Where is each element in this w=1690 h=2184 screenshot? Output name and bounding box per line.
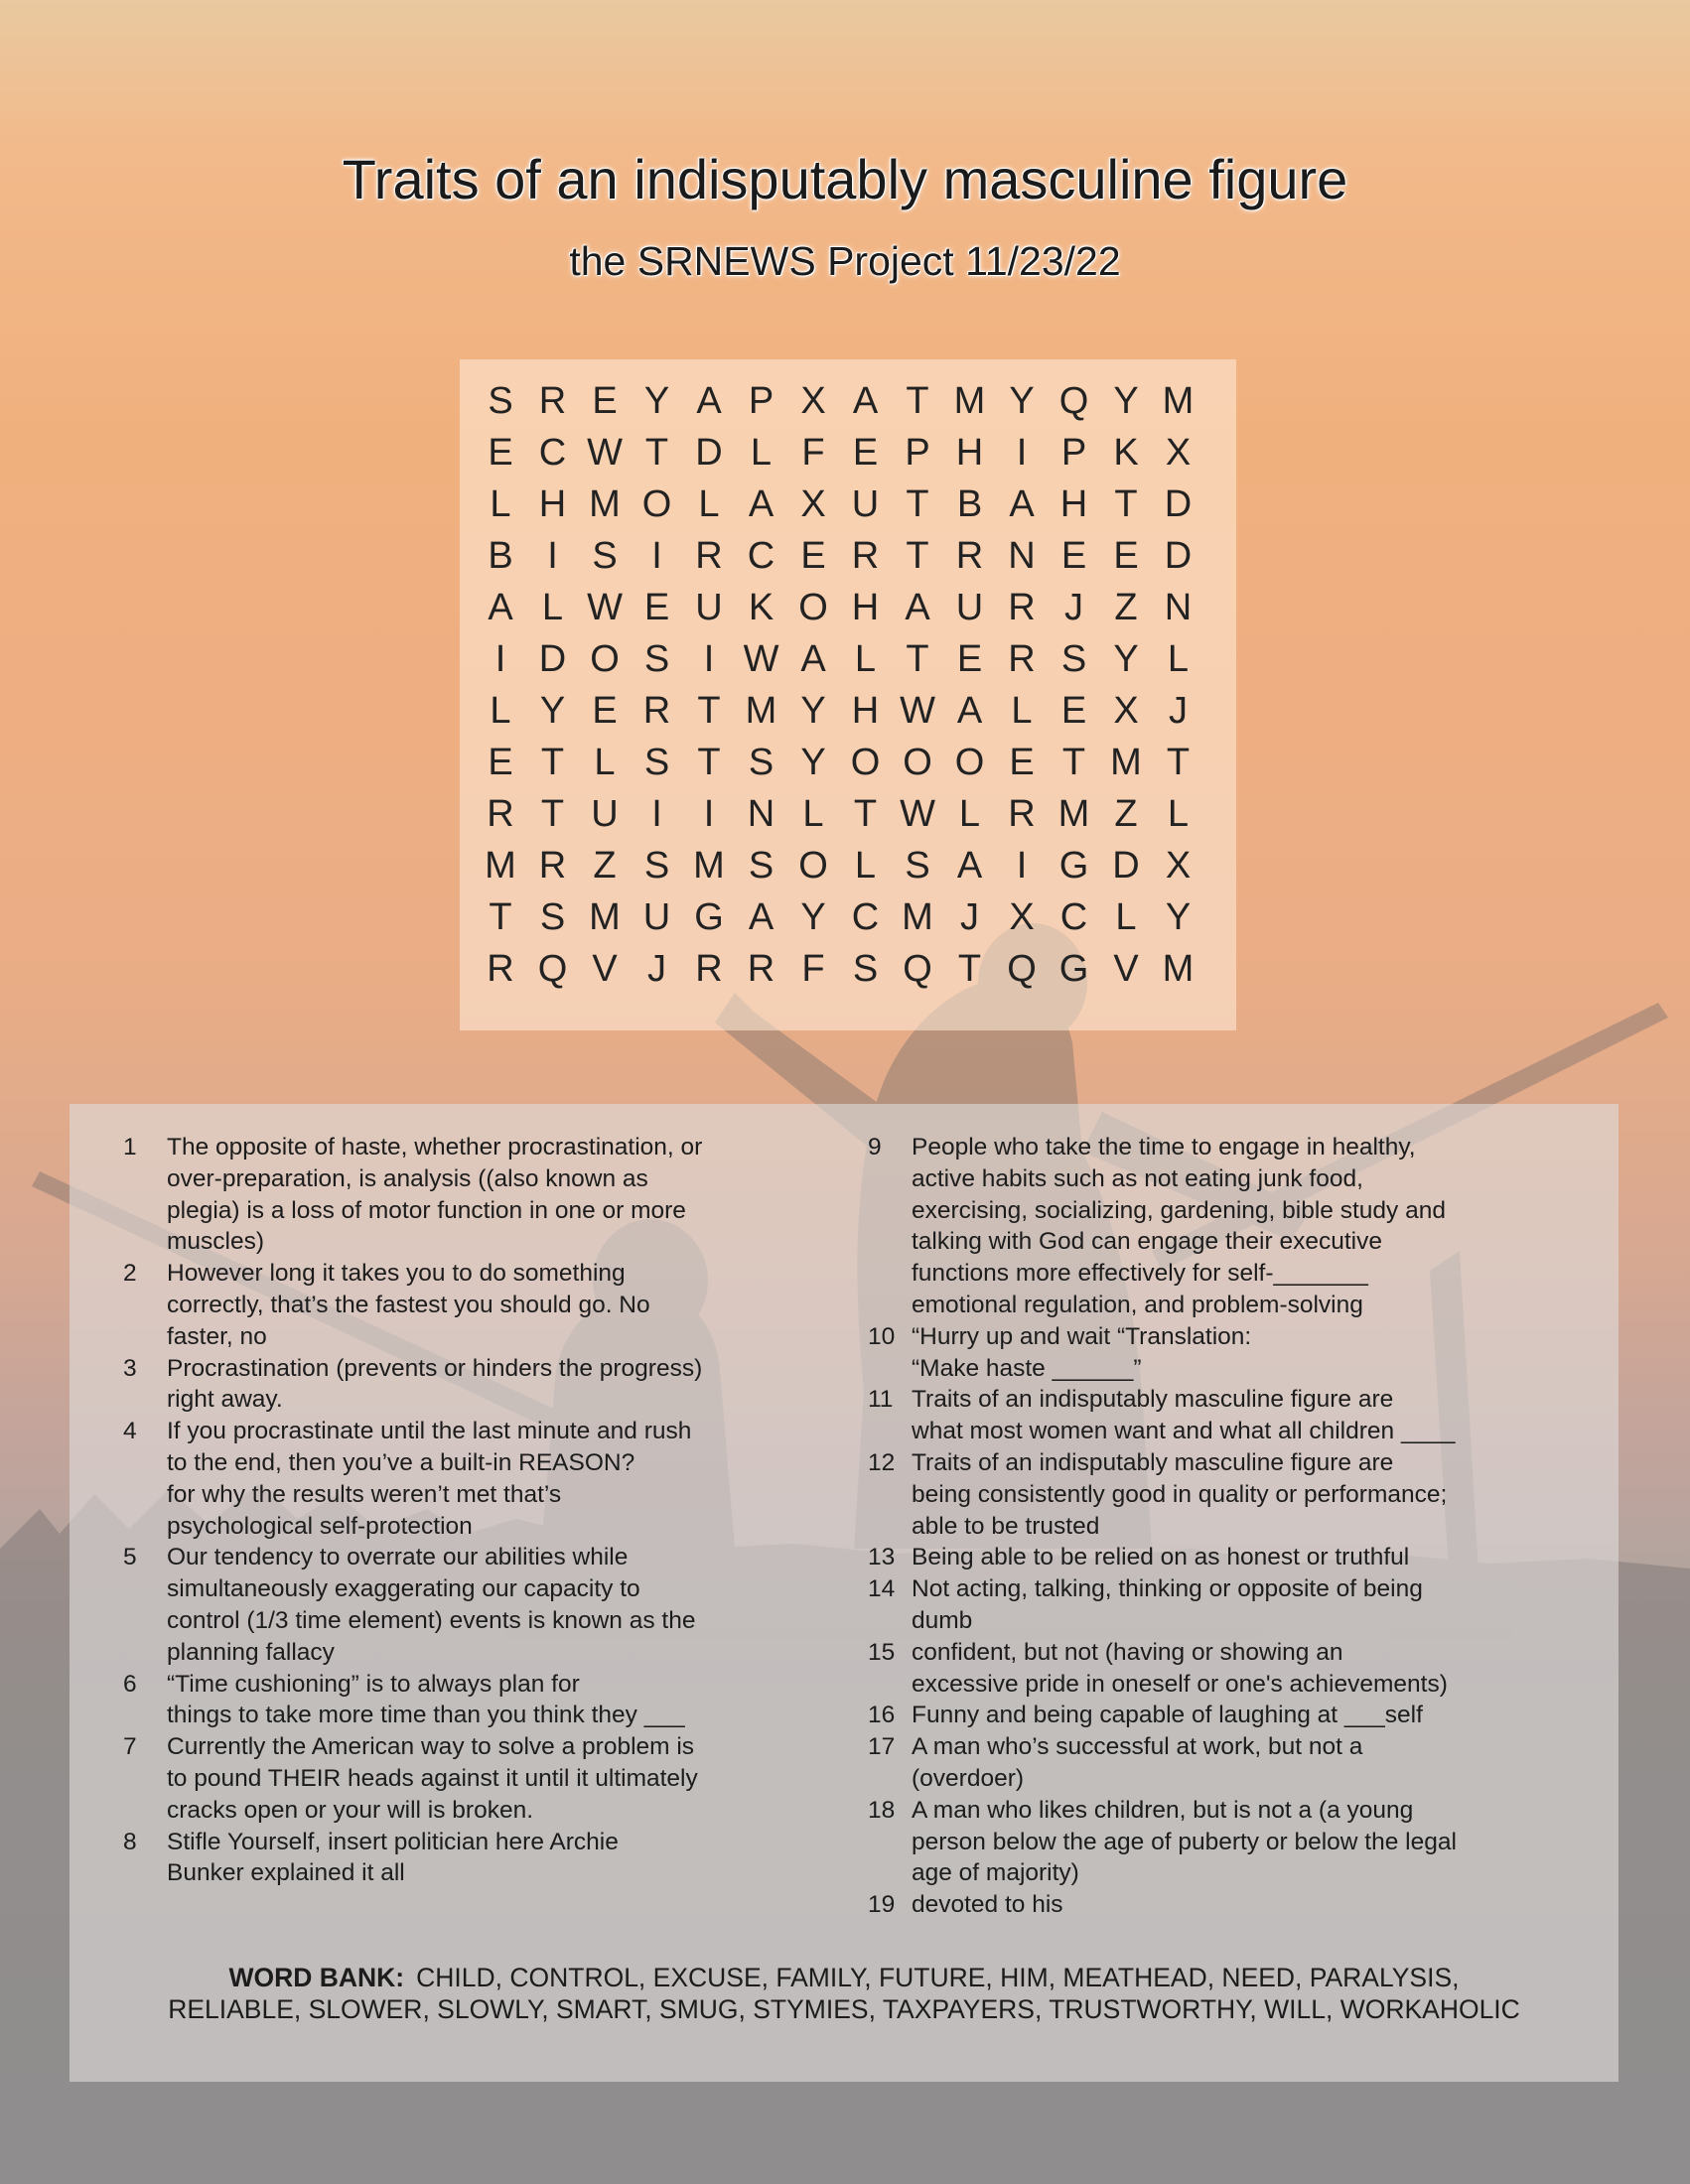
clue-number: 15 — [868, 1638, 896, 1666]
grid-letter: R — [1008, 638, 1036, 680]
grid-letter: E — [592, 380, 618, 422]
page-subtitle: the SRNEWS Project 11/23/22 — [569, 238, 1121, 284]
grid-letter: C — [747, 535, 775, 577]
grid-letter: P — [905, 432, 930, 474]
grid-letter: A — [488, 587, 513, 628]
grid-letter: P — [748, 380, 775, 422]
grid-letter: H — [851, 587, 880, 628]
grid-letter: K — [1113, 432, 1139, 474]
grid-letter: Y — [800, 896, 826, 938]
grid-letter: T — [906, 638, 929, 680]
grid-row — [460, 478, 1236, 530]
grid-row — [460, 427, 1236, 478]
grid-letter: O — [641, 483, 672, 525]
grid-letter: H — [538, 483, 567, 525]
clue-text: “Hurry up and wait “Translation: “Make haste ______” — [912, 1322, 1252, 1382]
word-bank-label: WORD BANK: — [228, 1963, 405, 1992]
grid-letter: D — [1112, 845, 1140, 887]
grid-letter: Z — [593, 845, 617, 887]
clue-text: A man who likes children, but is not a (a young person below the age of puberty or below the legal age of majority) — [912, 1796, 1457, 1887]
grid-letter: T — [906, 380, 929, 422]
grid-letter: M — [589, 483, 621, 525]
grid-letter: E — [800, 535, 826, 577]
grid-letter: L — [1011, 690, 1033, 732]
grid-row — [460, 530, 1236, 582]
grid-letter: W — [587, 432, 623, 474]
clue-item — [868, 1731, 1603, 1795]
grid-letter: M — [745, 690, 777, 732]
grid-letter: E — [1060, 535, 1087, 577]
grid-letter: R — [955, 535, 984, 577]
grid-letter: S — [539, 896, 566, 938]
clue-number: 8 — [123, 1828, 137, 1855]
grid-letter: A — [748, 483, 775, 525]
grid-letter: Y — [1113, 638, 1139, 680]
grid-letter: S — [748, 845, 775, 887]
clue-number: 2 — [123, 1260, 137, 1288]
clue-text: If you procrastinate until the last minute and rush to the end, then you’ve a built-in REASON? for why the results weren’t met that’s psychological self-protection — [167, 1418, 692, 1540]
clue-number: 6 — [123, 1670, 137, 1698]
grid-letter: J — [647, 948, 666, 990]
clue-text: A man who’s successful at work, but not a (overdoer) — [912, 1733, 1363, 1792]
grid-letter: H — [955, 432, 984, 474]
clue-item — [868, 1637, 1603, 1701]
grid-letter: X — [800, 483, 826, 525]
grid-letter: X — [1165, 845, 1192, 887]
grid-letter: N — [1008, 535, 1036, 577]
grid-letter: J — [960, 896, 979, 938]
grid-letter: U — [695, 587, 723, 628]
grid-letter: I — [1016, 845, 1028, 887]
grid-letter: E — [1060, 690, 1087, 732]
grid-letter: W — [743, 638, 779, 680]
grid-letter: J — [1064, 587, 1083, 628]
grid-row — [460, 375, 1236, 427]
clue-text: Currently the American way to solve a problem is to pound THEIR heads against it until it ultimately cracks open or your will is broken. — [167, 1733, 698, 1824]
grid-letter: R — [538, 845, 567, 887]
grid-letter: M — [902, 896, 933, 938]
grid-letter: O — [798, 587, 828, 628]
word-bank-line-1 — [70, 1962, 1619, 1993]
grid-letter: G — [1058, 845, 1089, 887]
grid-letter: R — [695, 535, 723, 577]
grid-letter: S — [748, 742, 775, 783]
grid-letter: C — [851, 896, 880, 938]
clue-item — [123, 1258, 838, 1352]
grid-letter: R — [487, 948, 514, 990]
grid-letter: T — [906, 535, 929, 577]
clue-text: Traits of an indisputably masculine figure are being consistently good in quality or performance; able to be trusted — [912, 1448, 1448, 1540]
grid-letter: C — [1059, 896, 1088, 938]
clue-text: Being able to be relied on as honest or truthful — [912, 1544, 1410, 1571]
clue-text: Our tendency to overrate our abilities while simultaneously exaggerating our capacity to control (1/3 time element) events is known as the planning fallacy — [167, 1544, 696, 1666]
grid-letter: T — [540, 742, 565, 783]
grid-letter: S — [905, 845, 930, 887]
grid-letter: Y — [800, 690, 826, 732]
grid-letter: S — [488, 380, 513, 422]
clue-item — [868, 1889, 1603, 1921]
grid-row — [460, 891, 1236, 943]
grid-letter: O — [798, 845, 828, 887]
clue-list-left — [123, 1132, 838, 1889]
grid-letter: A — [696, 380, 722, 422]
clue-number: 18 — [868, 1796, 896, 1824]
clue-text: However long it takes you to do something correctly, that’s the fastest you should go. No faster, no — [167, 1260, 650, 1350]
grid-letter: P — [1060, 432, 1087, 474]
grid-letter: E — [956, 638, 983, 680]
grid-letter: M — [953, 380, 986, 422]
grid-letter: M — [589, 896, 621, 938]
word-bank — [70, 1962, 1619, 2025]
clue-number: 4 — [123, 1418, 137, 1445]
grid-letter: M — [485, 845, 516, 887]
grid-letter: A — [905, 587, 930, 628]
grid-letter: U — [851, 483, 880, 525]
grid-letter: Z — [1114, 587, 1138, 628]
clue-text: The opposite of haste, whether procrastination, or over-preparation, is analysis ((also known as plegia) is a loss of motor function in one or more muscles) — [167, 1134, 703, 1256]
grid-letter: D — [1164, 535, 1193, 577]
grid-letter: E — [852, 432, 879, 474]
clue-item — [123, 1416, 838, 1542]
grid-letter: T — [853, 793, 878, 835]
grid-letter: N — [747, 793, 775, 835]
grid-letter: L — [1115, 896, 1137, 938]
clue-text: Traits of an indisputably masculine figure are what most women want and what all children ____ — [912, 1386, 1456, 1445]
clue-item — [868, 1573, 1603, 1637]
grid-letter: L — [802, 793, 824, 835]
grid-letter: E — [592, 690, 618, 732]
grid-letter: R — [642, 690, 671, 732]
grid-letter: A — [1009, 483, 1035, 525]
grid-letter: Z — [1114, 793, 1138, 835]
grid-row — [460, 943, 1236, 995]
grid-letter: S — [643, 742, 670, 783]
clue-number: 11 — [868, 1386, 894, 1414]
clue-item — [123, 1542, 838, 1668]
word-search-grid — [460, 359, 1236, 1030]
grid-letter: W — [900, 793, 935, 835]
grid-letter: T — [1166, 742, 1191, 783]
clue-number: 17 — [868, 1733, 896, 1761]
grid-letter: G — [694, 896, 724, 938]
grid-letter: X — [800, 380, 826, 422]
clue-text: devoted to his — [912, 1891, 1063, 1919]
grid-letter: L — [1167, 638, 1190, 680]
grid-letter: A — [800, 638, 826, 680]
clue-list-right — [868, 1132, 1603, 1921]
clue-item — [123, 1827, 838, 1890]
page-title: Traits of an indisputably masculine figure — [342, 148, 1348, 210]
grid-letter: D — [695, 432, 723, 474]
grid-letter: V — [592, 948, 618, 990]
grid-letter: B — [488, 535, 513, 577]
grid-letter: M — [1162, 380, 1195, 422]
grid-row — [460, 685, 1236, 737]
grid-letter: Q — [1058, 380, 1089, 422]
clue-number: 19 — [868, 1891, 896, 1919]
clue-item — [123, 1353, 838, 1417]
grid-letter: R — [487, 793, 514, 835]
grid-letter: O — [590, 638, 620, 680]
grid-row — [460, 788, 1236, 840]
grid-letter: M — [1057, 793, 1090, 835]
grid-letter: E — [1113, 535, 1139, 577]
grid-letter: D — [538, 638, 567, 680]
grid-letter: B — [956, 483, 983, 525]
grid-letter: R — [695, 948, 723, 990]
grid-letter: Y — [643, 380, 670, 422]
grid-letter: T — [697, 742, 721, 783]
clue-item — [123, 1669, 838, 1732]
grid-letter: L — [490, 690, 511, 732]
grid-letter: R — [851, 535, 880, 577]
grid-letter: R — [1008, 587, 1036, 628]
grid-letter: I — [494, 638, 506, 680]
grid-letter: L — [541, 587, 564, 628]
grid-letter: U — [591, 793, 619, 835]
clue-number: 13 — [868, 1544, 896, 1571]
grid-letter: A — [748, 896, 775, 938]
clue-item — [868, 1700, 1603, 1731]
clue-item — [868, 1384, 1603, 1447]
clue-number: 16 — [868, 1702, 896, 1729]
grid-letter: H — [851, 690, 880, 732]
grid-letter: L — [750, 432, 773, 474]
grid-letter: R — [1008, 793, 1036, 835]
grid-letter: E — [488, 742, 513, 783]
grid-letter: U — [642, 896, 671, 938]
clue-number: 1 — [123, 1134, 137, 1160]
grid-letter: I — [651, 535, 662, 577]
grid-letter: Y — [800, 742, 826, 783]
grid-letter: E — [643, 587, 670, 628]
grid-letter: A — [956, 845, 983, 887]
grid-letter: K — [748, 587, 775, 628]
grid-letter: I — [703, 793, 715, 835]
clue-item — [868, 1542, 1603, 1573]
grid-letter: I — [703, 638, 715, 680]
grid-letter: Y — [1009, 380, 1035, 422]
grid-letter: H — [1059, 483, 1088, 525]
grid-letter: Y — [1165, 896, 1192, 938]
grid-letter: S — [643, 638, 670, 680]
grid-letter: M — [693, 845, 725, 887]
grid-letter: I — [547, 535, 558, 577]
grid-letter: M — [1110, 742, 1142, 783]
grid-row — [460, 737, 1236, 788]
grid-letter: S — [592, 535, 618, 577]
grid-letter: F — [801, 948, 825, 990]
grid-letter: L — [698, 483, 720, 525]
grid-letter: T — [489, 896, 512, 938]
clue-text: Funny and being capable of laughing at ___self — [912, 1702, 1423, 1729]
grid-letter: L — [854, 845, 877, 887]
grid-letter: I — [651, 793, 662, 835]
grid-letter: R — [538, 380, 567, 422]
clue-number: 14 — [868, 1575, 896, 1603]
grid-letter: T — [540, 793, 565, 835]
clue-number: 3 — [123, 1354, 137, 1382]
grid-letter: L — [1167, 793, 1190, 835]
clue-number: 10 — [868, 1322, 896, 1350]
clue-item — [868, 1795, 1603, 1889]
grid-letter: Y — [1113, 380, 1139, 422]
grid-letter: L — [490, 483, 511, 525]
grid-letter: Y — [539, 690, 566, 732]
grid-letter: G — [1058, 948, 1089, 990]
grid-letter: V — [1113, 948, 1139, 990]
grid-letter: I — [1016, 432, 1028, 474]
grid-letter: O — [954, 742, 985, 783]
grid-letter: L — [854, 638, 877, 680]
grid-letter: Q — [903, 948, 932, 990]
clue-text: Stifle Yourself, insert politician here Archie Bunker explained it all — [167, 1828, 619, 1887]
clue-panel — [70, 1104, 1619, 2082]
grid-letter: E — [488, 432, 513, 474]
grid-letter: N — [1164, 587, 1193, 628]
grid-letter: T — [957, 948, 982, 990]
clue-item — [123, 1731, 838, 1826]
clue-text: Procrastination (prevents or hinders the progress) right away. — [167, 1354, 703, 1414]
grid-letter: W — [900, 690, 935, 732]
grid-row — [460, 633, 1236, 685]
grid-letter: T — [906, 483, 929, 525]
grid-letter: X — [1009, 896, 1035, 938]
grid-letter: T — [644, 432, 669, 474]
grid-letter: F — [801, 432, 825, 474]
grid-letter: O — [903, 742, 932, 783]
clue-text: People who take the time to engage in healthy, active habits such as not eating junk food, exercising, socializing, gardening, bible study and talking with God can engage their executive functions more effectively for self-_______ emotional regulation, and problem-solving — [912, 1134, 1446, 1318]
grid-letter: T — [697, 690, 721, 732]
grid-letter: X — [1113, 690, 1139, 732]
grid-letter: S — [643, 845, 670, 887]
grid-row — [460, 840, 1236, 891]
grid-letter: Q — [537, 948, 568, 990]
clue-item — [123, 1132, 838, 1258]
grid-letter: M — [1162, 948, 1195, 990]
grid-letter: Q — [1007, 948, 1037, 990]
clue-number: 12 — [868, 1448, 896, 1476]
grid-letter: E — [1009, 742, 1035, 783]
word-bank-words-1: CHILD, CONTROL, EXCUSE, FAMILY, FUTURE, HIM, MEATHEAD, NEED, PARALYSIS, — [416, 1963, 1460, 1992]
clue-number: 9 — [868, 1134, 882, 1160]
grid-letter: J — [1169, 690, 1188, 732]
grid-letter: L — [594, 742, 616, 783]
grid-letter: T — [1114, 483, 1138, 525]
clue-item — [868, 1447, 1603, 1542]
clue-item — [868, 1321, 1603, 1385]
grid-letter: X — [1165, 432, 1192, 474]
grid-letter: S — [852, 948, 879, 990]
grid-letter: W — [587, 587, 623, 628]
grid-letter: U — [955, 587, 984, 628]
word-bank-words-2: RELIABLE, SLOWER, SLOWLY, SMART, SMUG, STYMIES, TAXPAYERS, TRUSTWORTHY, WILL, WORKAHOLIC — [168, 1994, 1520, 2024]
clue-item — [868, 1132, 1603, 1321]
clue-number: 5 — [123, 1544, 137, 1571]
grid-row — [460, 582, 1236, 633]
clue-number: 7 — [123, 1733, 137, 1761]
clue-text: “Time cushioning” is to always plan for things to take more time than you think they ___ — [167, 1670, 685, 1729]
grid-letter: T — [1061, 742, 1086, 783]
grid-letter: A — [956, 690, 983, 732]
grid-letter: S — [1060, 638, 1087, 680]
grid-letter: O — [850, 742, 881, 783]
grid-letter: C — [538, 432, 567, 474]
grid-letter: D — [1164, 483, 1193, 525]
clue-text: confident, but not (having or showing an excessive pride in oneself or one's achievements) — [912, 1638, 1448, 1698]
grid-letter: L — [958, 793, 981, 835]
grid-letter: A — [852, 380, 879, 422]
grid-letter: R — [747, 948, 775, 990]
clue-text: Not acting, talking, thinking or opposite of being dumb — [912, 1575, 1423, 1634]
